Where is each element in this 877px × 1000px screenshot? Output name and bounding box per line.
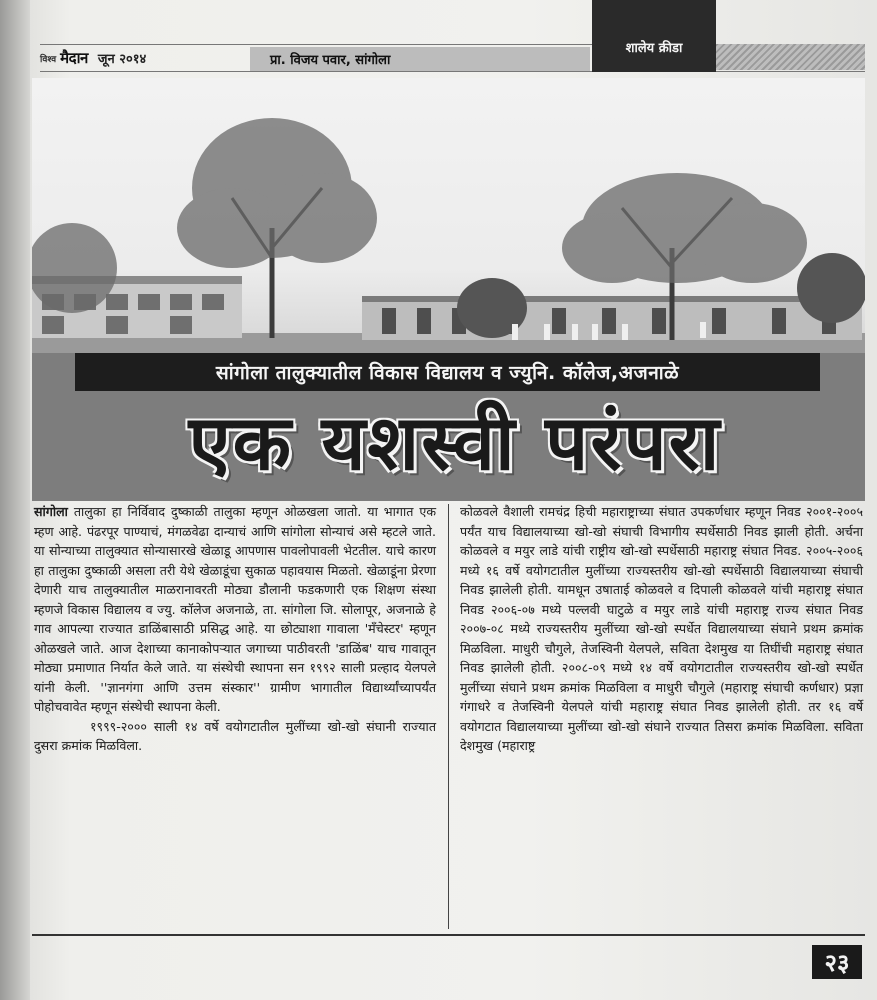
author-byline (250, 47, 590, 71)
left-paragraph-1 (34, 502, 436, 717)
column-divider (448, 504, 449, 929)
issue-date: जून २०१४ (97, 52, 147, 67)
article-column-left (32, 502, 442, 930)
page-fold-shadow (0, 0, 30, 1000)
section-label: शालेय क्रीडा (625, 41, 683, 56)
left-paragraph-1-text: तालुका हा निर्विवाद दुष्काळी तालुका म्हणून ओळखला जातो. या भागात एक म्हण आहे. पंढरपूर पाण्याचं, मंगळवेढा दान्याचं आणि सांगोला सोन्याचं असे म्हटले जाते. या सोन्याच्या तालुक्यात सोन्यासारखे खेळाडू आपणास पावलोपावली भेटतील. याचे कारण हा तालुका दुष्काळी असला तरी येथे खेळाडूंचा सुकाळ पहावयास मिळतो. खेळाडूंना प्रेरणा देणारी याच तालुक्यातील माळरानावरती मोठ्या डौलानी फडकणारी एक शिक्षण संस्था म्हणजे विकास विद्यालय व ज्यु. कॉलेज अजनाळे, ता. सांगोला जि. सोलापूर, अजनाळे हे गाव आपल्या राज्यात डाळिंबासाठी प्रसिद्ध आहे. या छोट्याशा गावाला 'मँचेस्टर' म्हणून ओळखले जाते. आज देशाच्या कानाकोपऱ्यात जगाच्या पाठीवरती 'डाळिंब' याच गावातून मोठ्या प्रमाणात निर्यात केले जाते. या संस्थेची स्थापना सन १९९२ साली प्रल्हाद येलपले यांनी केली. ''ज्ञानगंगा आणि उत्तम संस्कार'' ग्रामीण भागातील विद्यार्थ्यांच्यापर्यंत पोहोचवावेत म्हणून संस्थेची स्थापना केली. (34, 504, 436, 714)
school-photo (32, 78, 865, 501)
author-name: प्रा. विजय पवार, सांगोला (270, 53, 391, 68)
subtitle-text: सांगोला तालुक्यातील विकास विद्यालय व ज्युनि. कॉलेज,अजनाळे (215, 362, 680, 384)
page-number (812, 945, 862, 979)
header-stripe (716, 44, 865, 70)
section-tab (592, 0, 716, 72)
masthead-title: मैदान (60, 49, 88, 67)
article-subtitle (75, 353, 820, 391)
page-number-text: २३ (824, 948, 850, 977)
right-paragraph-1: कोळवले वैशाली रामचंद्र हिची महाराष्ट्राच्या संघात उपकर्णधार म्हणून निवड २००१-२००५ पर्यंत याच विद्यालयाच्या खो-खो संघाची विभागीय स्पर्धेसाठी निवड झाली होती. अर्चना कोळवले व मयुर लाडे यांची राष्ट्रीय खो-खो स्पर्धेसाठी महाराष्ट्र संघात निवड. २००५-२००६ मध्ये १६ वर्षे वयोगटातील मुलींच्या राज्यस्तरीय खो-खो स्पर्धेसाठी विद्यालयाच्या संघाची निवड झालेली होती. यामधून उषाताई कोळवले व दिपाली कोळवले यांची महाराष्ट्र संघात निवड २००६-०७ मध्ये पल्लवी घाटुळे व मयुर लाडे यांची महाराष्ट्र राज्य संघात निवड २००७-०८ मध्ये राज्यस्तरीय मुलींच्या खो-खो स्पर्धेत विद्यालयाच्या संघाने प्रथम क्रमांक मिळविला. माधुरी चौगुले, तेजस्विनी येलपले, सविता देशमुख या तिघींची महाराष्ट्र संघात निवड झालेली होती. २००८-०९ मध्ये १४ वर्षे वयोगटातील राज्यस्तरीय खो-खो स्पर्धेत मुलींच्या संघाने प्रथम क्रमांक मिळविला व माधुरी चौगुले (महाराष्ट्र संघाची कर्णधार) प्रज्ञा गंगाधरे व तेजस्विनी येलपले यांची महाराष्ट्र संघात निवड झालेली होती. तर १६ वर्षे वयोगटात विद्यालयाच्या मुलींच्या खो-खो संघाने राज्यात तिसरा क्रमांक मिळविला. सविता देशमुख (महाराष्ट्र (460, 504, 863, 753)
lead-word: सांगोला (34, 504, 68, 519)
article-headline (95, 394, 815, 486)
masthead-prefix: विश्व (40, 54, 57, 65)
masthead (40, 47, 146, 69)
left-paragraph-2: १९९९-२००० साली १४ वर्षे वयोगटातील मुलींच्या खो-खो संघानी राज्यात दुसरा क्रमांक मिळविला. (34, 718, 436, 753)
article-column-right (456, 502, 865, 930)
headline-text: एक यशस्वी परंपरा (188, 397, 722, 487)
footer-rule (32, 934, 865, 936)
